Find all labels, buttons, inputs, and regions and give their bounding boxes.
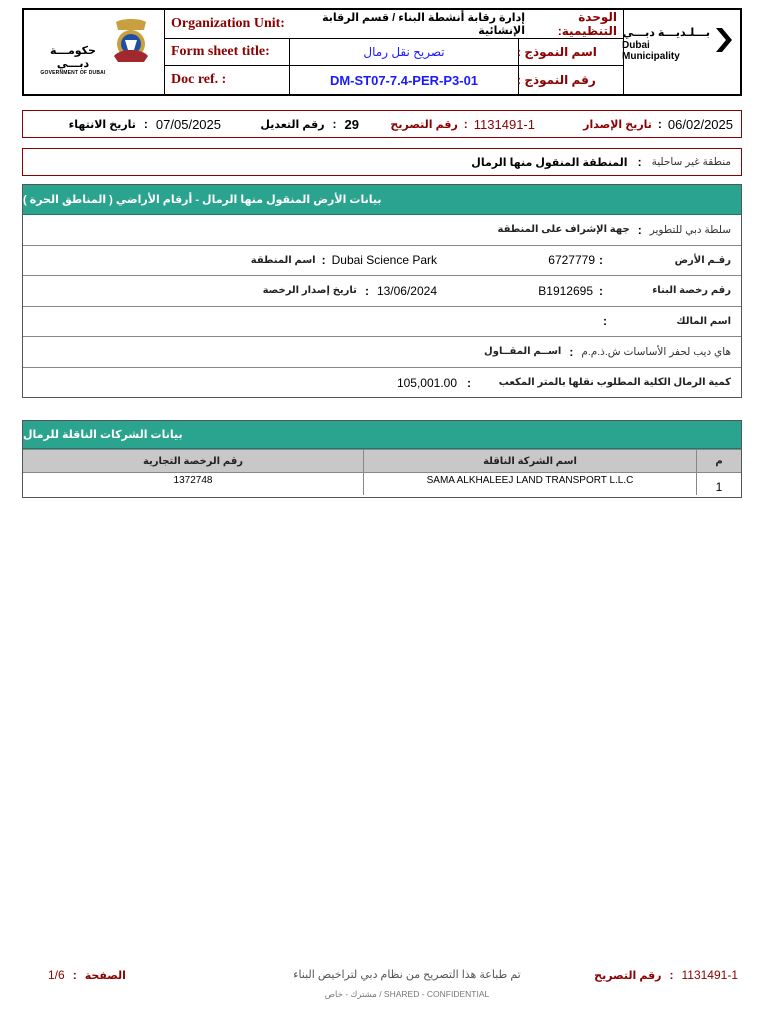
page-footer <box>22 962 742 1002</box>
municipality-name-ar: بـــلـديـــة دبـــي <box>622 27 710 39</box>
authority-label: جهة الإشراف على المنطقة <box>497 224 630 236</box>
row-index-cell: 1 <box>715 480 723 494</box>
form-title-value: تصريح نقل رمال <box>289 39 519 65</box>
building-permit-label: رقم رخصة البناء <box>652 285 731 297</box>
quantity-row: كمية الرمال الكلية المطلوب نقلها بالمتر المكعب : 105,001.00 <box>396 375 731 390</box>
area-name-value: Dubai Science Park <box>331 253 437 268</box>
expiry-date-value: 07/05/2025 <box>155 116 221 132</box>
contractor-row: اســم المقــاول : هاي ديب لحفر الأساسات ش.ذ.م.م <box>23 337 741 368</box>
amendment-group: رقم التعديل : 29 <box>260 116 359 132</box>
source-zone-label: المنطقة المنقول منها الرمال <box>471 156 628 169</box>
sand-quantity-label: كمية الرمال الكلية المطلوب نقلها بالمتر المكعب <box>498 377 731 389</box>
authority-value: سلطة دبي للتطوير <box>649 223 731 236</box>
issue-date-label: تاريخ الإصدار <box>583 118 652 131</box>
column-index-header: م <box>715 455 723 467</box>
plot-number-label: رقـم الأرض <box>674 254 731 266</box>
expiry-date-label: تاريخ الانتهاء <box>68 118 136 131</box>
transport-companies-heading: بيانات الشركات الناقلة للرمال <box>23 421 741 449</box>
issue-date-group: تاريخ الإصدار : 06/02/2025 <box>583 116 733 132</box>
municipality-logo-block <box>622 10 740 94</box>
owner-label: اسم المالك <box>676 315 731 327</box>
form-title-label-ar: اسم النموذج : <box>517 45 597 59</box>
page-number-value: 1/6 <box>48 968 65 982</box>
plot-number-value: 6727779 <box>548 253 595 268</box>
confidentiality-label: مشترك - خاص / SHARED - CONFIDENTIAL <box>324 989 490 999</box>
contractor-value: هاي ديب لحفر الأساسات ش.ذ.م.م <box>581 345 731 358</box>
column-license-header: رقم الرخصة التجارية <box>142 455 244 467</box>
org-unit-row <box>164 10 624 38</box>
issue-date-value: 06/02/2025 <box>667 116 733 132</box>
amendment-value: 29 <box>344 116 359 132</box>
permit-issue-date-value: 13/06/2024 <box>376 283 437 298</box>
permit-number-value: 1131491-1 <box>473 116 535 132</box>
land-details-section <box>22 184 742 398</box>
org-unit-value: إدارة رقابة أنشطة البناء / قسم الرقابة الإنشائية <box>322 12 525 37</box>
row-company-cell: SAMA ALKHALEEJ LAND TRANSPORT L.L.C <box>426 475 634 486</box>
government-name-en: GOVERNMENT OF DUBAI <box>40 70 106 76</box>
source-zone-group: المنطقة المنقول منها الرمال : منطقة غير ساحلية <box>471 155 731 169</box>
amendment-label: رقم التعديل <box>260 118 325 131</box>
table-row <box>23 473 741 495</box>
printed-from-system-note: تم طباعة هذا التصريح من نظام دبي لتراخيص البناء <box>293 969 521 981</box>
row-license-cell: 1372748 <box>173 475 213 486</box>
plot-row: رقـم الأرض : 6727779 اسم المنطقة : Dubai Science Park <box>23 246 741 277</box>
government-logo-block <box>24 10 164 94</box>
footer-permit-value: 1131491-1 <box>681 968 738 982</box>
doc-ref-label-ar: رقم النموذج : <box>517 73 596 87</box>
dubai-municipality-arrow-icon <box>714 26 732 54</box>
source-zone-bar <box>22 148 742 176</box>
building-permit-row: رقم رخصة البناء : B1912695 تاريخ إصدار الرخصة : 13/06/2024 <box>23 276 741 307</box>
building-permit-value: B1912695 <box>538 283 593 298</box>
permit-info-bar <box>22 110 742 138</box>
expiry-date-group: تاريخ الانتهاء : 07/05/2025 <box>68 116 221 132</box>
area-name-label: اسم المنطقة <box>250 254 316 266</box>
page-number-group: الصفحة : 1/6 <box>48 968 126 982</box>
page-number-label: الصفحة <box>84 969 126 982</box>
org-unit-label-ar: الوحدة التنظيمية: <box>557 10 617 38</box>
land-details-heading: بيانات الأرض المنقول منها الرمال - أرقام الأراضي ( المناطق الحرة ) <box>23 185 741 215</box>
header-info-grid <box>164 10 624 94</box>
owner-row: اسم المالك : <box>23 307 741 338</box>
government-name <box>38 44 108 76</box>
footer-permit-group: رقم التصريح : 1131491-1 <box>594 968 738 982</box>
column-company-header: اسم الشركة الناقلة <box>483 455 577 467</box>
government-name-ar: حكومـــة دبـــي <box>50 45 96 70</box>
transport-table-header <box>23 449 741 473</box>
org-unit-label-en: Organization Unit: <box>171 16 285 31</box>
dubai-government-emblem-icon <box>108 16 154 64</box>
sand-quantity-value: 105,001.00 <box>396 375 457 390</box>
form-title-row <box>164 38 624 66</box>
transport-companies-section <box>22 420 742 498</box>
document-header <box>22 8 742 96</box>
permit-issue-date-label: تاريخ إصدار الرخصة <box>262 285 357 297</box>
form-title-label-en: Form sheet title: <box>171 44 270 59</box>
doc-ref-label-en: Doc ref. : <box>171 72 227 87</box>
authority-row: جهة الإشراف على المنطقة : سلطة دبي للتطوير <box>23 215 741 246</box>
municipality-name-en: Dubai Municipality <box>622 40 680 62</box>
source-zone-value: منطقة غير ساحلية <box>651 156 731 168</box>
footer-permit-label: رقم التصريح <box>594 969 662 982</box>
contractor-label: اســم المقــاول <box>484 346 562 358</box>
doc-ref-value: DM-ST07-7.4-PER-P3-01 <box>289 66 519 94</box>
permit-number-group: رقم التصريح : 1131491-1 <box>390 116 535 132</box>
permit-number-label: رقم التصريح <box>390 118 458 131</box>
doc-ref-row <box>164 66 624 94</box>
